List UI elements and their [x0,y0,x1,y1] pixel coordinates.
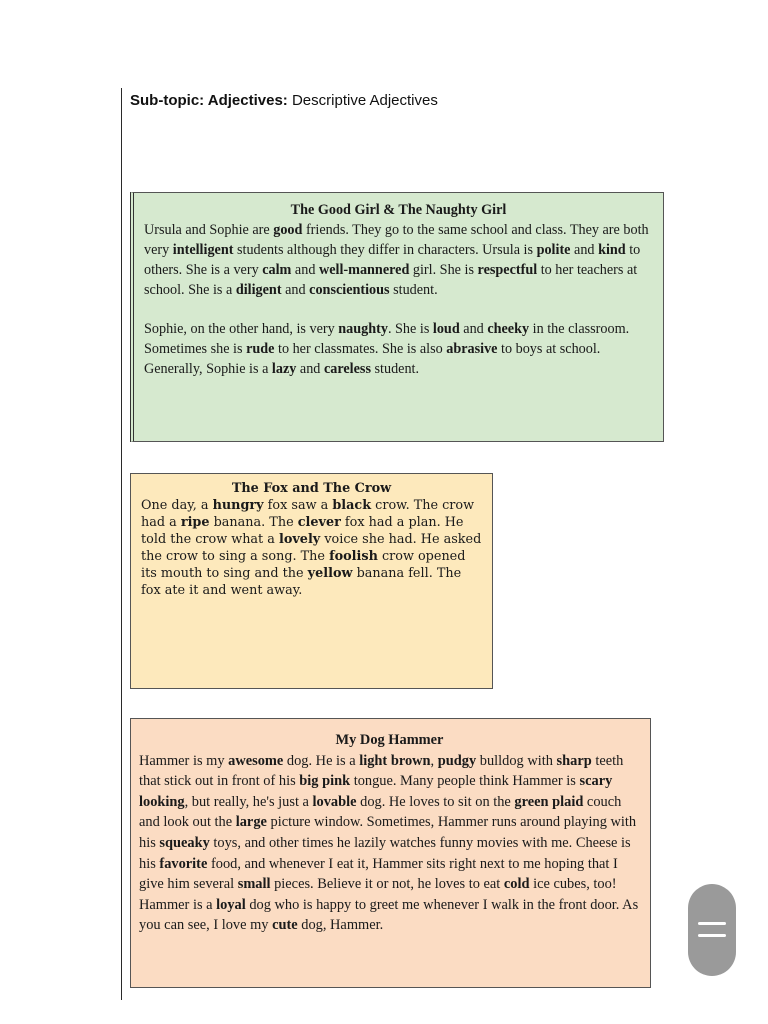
story-text: Hammer is my [139,752,229,769]
story-text: teeth that stick out in front of his [139,752,624,790]
adjective-highlight: loud [432,321,460,337]
story-box-good-naughty-girl [130,192,664,442]
adjective-highlight: small [237,876,271,893]
story-paragraph [141,497,482,599]
adjective-highlight: black [332,498,372,513]
adjective-highlight: cute [272,917,298,934]
story-paragraph [144,319,653,379]
adjective-highlight: careless [323,361,371,377]
story-text: dog. He is a [283,752,360,769]
story-text: banana fell. The fox ate it and went away. [141,566,462,598]
story-paragraph [139,751,640,936]
adjective-highlight: cold [503,876,530,893]
story-text: . She is [387,321,433,337]
adjective-highlight: sharp [556,752,592,769]
story-text: fox had a plan. He told the crow what a [141,515,464,547]
adjective-highlight: large [235,814,267,831]
adjective-highlight: foolish [329,549,378,564]
adjective-highlight: naughty [338,321,388,337]
adjective-highlight: ripe [180,515,210,530]
adjective-highlight: big pink [299,773,351,790]
story-text: toys, and other times he lazily watches funny movies with me. Cheese is his [139,834,631,872]
story-title: The Fox and The Crow [231,481,392,496]
story-text: student. [370,361,420,377]
subtopic-heading [130,92,438,109]
adjective-highlight: pudgy [437,752,477,769]
story-text: dog, Hammer. [297,917,384,934]
story-text: tongue. Many people think Hammer is [350,773,580,790]
adjective-highlight: respectful [477,262,538,278]
story-text: girl. She is [409,262,478,278]
story-text: to her classmates. She is also [274,341,447,357]
adjective-highlight: good [273,222,303,238]
adjective-highlight: green plaid [514,793,584,810]
story-text: friends. They go to the same school and class. They are both very [144,222,649,258]
story-text: students although they differ in characters. Ursula is [233,242,537,258]
story-text: Ursula and Sophie are [144,222,274,238]
page-margin-rule [121,88,122,1000]
story-text: Sophie, on the other hand, is very [144,321,339,337]
story-text: in the classroom. Sometimes she is [144,321,630,357]
story-text: fox saw a [263,498,333,513]
adjective-highlight: cheeky [487,321,530,337]
story-text: food, and whenever I eat it, Hammer sits right next to me hoping that I give him several [139,855,618,893]
story-box-my-dog-hammer [130,718,651,988]
adjective-highlight: squeaky [159,834,210,851]
adjective-highlight: well-mannered [318,262,410,278]
adjective-highlight: intelligent [172,242,234,258]
story-text: ice cubes, too! Hammer is a [139,876,617,913]
story-text: to her teachers at school. She is a [144,262,638,298]
adjective-highlight: clever [297,515,341,530]
story-text: crow. The crow had a [141,498,475,530]
story-text: picture window. Sometimes, Hammer runs around playing with his [139,814,637,851]
story-text: and [296,361,324,377]
adjective-highlight: loyal [216,896,246,913]
story-text: and [459,321,488,337]
adjective-highlight: yellow [307,566,353,581]
story-text: and [291,262,319,278]
adjective-highlight: conscientious [309,282,390,298]
adjective-highlight: hungry [212,498,264,513]
story-text: crow opened its mouth to sing and the [141,549,466,581]
adjective-highlight: calm [262,262,292,278]
adjective-highlight: rude [246,341,275,357]
adjective-highlight: favorite [159,855,208,872]
story-text: One day, a [141,498,213,513]
adjective-highlight: light brown [359,752,431,769]
story-text: to others. She is a very [144,242,641,278]
adjective-highlight: abrasive [446,341,498,357]
story-title: The Good Girl & The Naughty Girl [290,202,507,218]
story-text: voice she had. He asked the crow to sing a song. The [141,532,482,564]
story-text: couch and look out the [139,793,622,831]
story-text: dog who is happy to greet me whenever I walk in the front door. As you can see, I love my [139,896,639,934]
story-box-fox-crow [130,473,493,689]
story-text: student. [389,282,438,298]
story-text: and [281,282,310,298]
adjective-highlight: kind [598,242,626,258]
adjective-highlight: lazy [271,361,297,377]
story-text: , [430,752,438,769]
subtopic-label: Sub-topic: Adjectives: [130,92,288,109]
scroll-handle-button[interactable] [688,884,736,976]
subtopic-value: Descriptive Adjectives [291,92,438,109]
story-text: bulldog with [476,752,557,769]
story-text: , but really, he's just a [184,793,313,810]
story-paragraph [144,220,653,300]
story-text: and [570,242,599,258]
adjective-highlight: diligent [235,282,282,298]
story-text: dog. He loves to sit on the [356,793,515,810]
adjective-highlight: lovable [312,793,357,810]
adjective-highlight: lovely [278,532,321,547]
adjective-highlight: scary looking [139,773,613,810]
story-text: banana. The [209,515,298,530]
story-title: My Dog Hammer [335,732,444,748]
adjective-highlight: polite [536,242,571,258]
story-text: pieces. Believe it or not, he loves to eat [270,876,504,893]
story-text: to boys at school. Generally, Sophie is a [144,341,601,377]
adjective-highlight: awesome [228,752,284,769]
